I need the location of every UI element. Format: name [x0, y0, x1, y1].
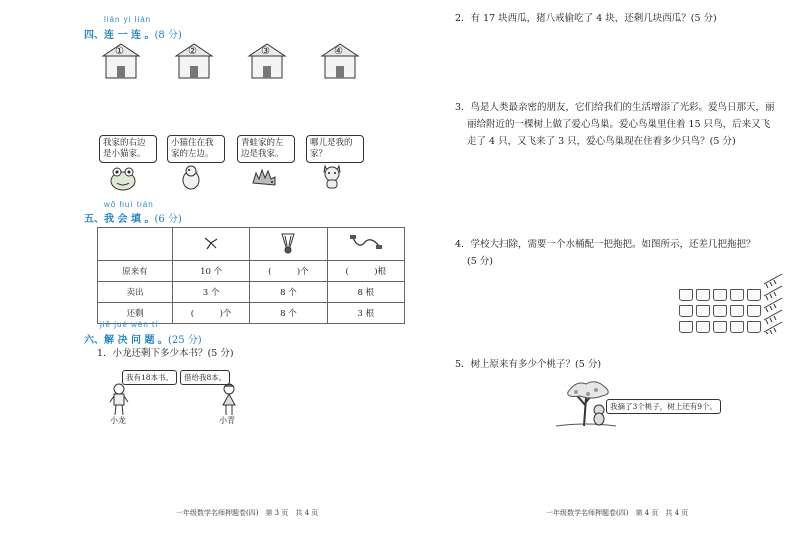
bucket-icon — [696, 321, 710, 333]
house-label-2: ② — [188, 46, 197, 57]
table-header-row — [98, 228, 405, 261]
bucket-icon — [696, 289, 710, 301]
speech-bubble-monkey: 我摘了3个桃子，树上还有9个。 — [606, 399, 721, 414]
table-row — [98, 261, 405, 282]
speech-bubble-frog: 我家的右边是小猫家。 — [99, 135, 157, 163]
houses-illustration — [98, 40, 362, 90]
house-label-3: ③ — [261, 46, 270, 57]
question-3-line3: 走了 4 只，又飞来了 3 只，爱心鸟巢现在住着多少只鸟？(5 分) — [467, 136, 736, 147]
section6-points: (25 分) — [167, 335, 202, 346]
bucket-icon — [679, 289, 693, 301]
table-row — [98, 282, 405, 303]
question-3-line1: 3．鸟是人类最亲密的朋友，它们给我们的生活增添了光彩。爱鸟日那天，丽 — [455, 102, 775, 113]
row-label: 卖出 — [98, 282, 173, 303]
section6-title — [84, 331, 202, 346]
speech-bubble-chick: 小猫住在我家的左边。 — [167, 135, 225, 163]
speech-bubble-hedgehog: 青蛙家的左边是我家。 — [237, 135, 295, 163]
bucket-icon — [730, 321, 744, 333]
table-corner-cell — [98, 228, 173, 261]
footer-left: 一年级数学名师押题卷(四) 第 3 页 共 4 页 — [176, 509, 319, 517]
house-row — [98, 40, 362, 90]
chick-icon — [180, 163, 202, 191]
hedgehog-icon — [250, 165, 278, 189]
boy-icon — [108, 383, 130, 417]
section6-title-text: 六、解 决 问 题 。 — [84, 335, 168, 346]
question-4-line2: (5 分) — [467, 256, 493, 267]
section6-pinyin: jiě jué wèn tí — [100, 320, 159, 329]
mop-icon-group — [762, 272, 786, 334]
section5-title-text: 五、我 会 填 。 — [84, 214, 155, 225]
bucket-grid — [679, 289, 761, 333]
fill-in-table — [97, 227, 405, 324]
bucket-icon — [730, 289, 744, 301]
bucket-icon — [679, 305, 693, 317]
answer-blank[interactable]: ( )个 — [172, 303, 249, 324]
question-3-line2: 丽给附近的一棵树上做了爱心鸟巢。爱心鸟巢里住着 15 只鸟，后来又飞 — [467, 119, 771, 130]
kitten-icon — [320, 162, 344, 190]
pinwheel-header — [172, 228, 249, 261]
question-4-line1: 4．学校大扫除，需要一个水桶配一把拖把。如图所示，还差几把拖把？ — [455, 239, 756, 250]
question-1: 1．小龙还剩下多少本书？(5 分) — [97, 348, 234, 359]
girl-icon — [218, 383, 240, 417]
table-cell: 8 根 — [327, 282, 404, 303]
answer-blank[interactable]: ( )个 — [250, 261, 327, 282]
jump-rope-icon — [349, 234, 383, 252]
answer-blank[interactable]: ( )根 — [327, 261, 404, 282]
table-cell: 3 个 — [172, 282, 249, 303]
bucket-icon — [713, 321, 727, 333]
house-label-1: ① — [115, 46, 124, 57]
section5-points: (6 分) — [154, 214, 182, 225]
section4-pinyin: lián yi lián — [104, 15, 152, 24]
row-label: 原来有 — [98, 261, 173, 282]
shuttlecock-icon — [276, 231, 300, 255]
question-5: 5．树上原来有多少个桃子？(5 分) — [455, 359, 602, 370]
table-cell: 10 个 — [172, 261, 249, 282]
table-cell: 8 个 — [250, 303, 327, 324]
name-xiaolong: 小龙 — [110, 416, 126, 425]
bucket-icon — [747, 289, 761, 301]
table-cell: 3 根 — [327, 303, 404, 324]
bucket-icon — [747, 321, 761, 333]
bucket-icon — [713, 305, 727, 317]
frog-icon — [108, 163, 138, 191]
section4-title-text: 四、连 一 连 。 — [84, 30, 155, 41]
speech-bubble-xiaoqing: 借给我8本。 — [180, 370, 230, 385]
bucket-icon — [747, 305, 761, 317]
footer-right: 一年级数学名师押题卷(四) 第 4 页 共 4 页 — [546, 509, 689, 517]
row-label: 还剩 — [98, 303, 173, 324]
section4-points: (8 分) — [154, 30, 182, 41]
section5-pinyin: wǒ huì tián — [104, 200, 154, 209]
question-2: 2．有 17 块西瓜，猪八戒偷吃了 4 块，还剩几块西瓜？(5 分) — [455, 13, 717, 24]
speech-bubble-kitten: 哪儿是我的家？ — [306, 135, 364, 163]
table-cell: 8 个 — [250, 282, 327, 303]
shuttlecock-header — [250, 228, 327, 261]
speech-bubble-xiaolong: 我有18本书。 — [122, 370, 177, 385]
bucket-icon — [713, 289, 727, 301]
bucket-icon — [730, 305, 744, 317]
section5-title — [84, 210, 182, 225]
bucket-icon — [679, 321, 693, 333]
section4-title — [84, 26, 182, 41]
name-xiaoqing: 小青 — [219, 416, 235, 425]
pinwheel-icon — [201, 235, 221, 251]
bucket-icon — [696, 305, 710, 317]
jumprope-header — [327, 228, 404, 261]
house-label-4: ④ — [334, 46, 343, 57]
